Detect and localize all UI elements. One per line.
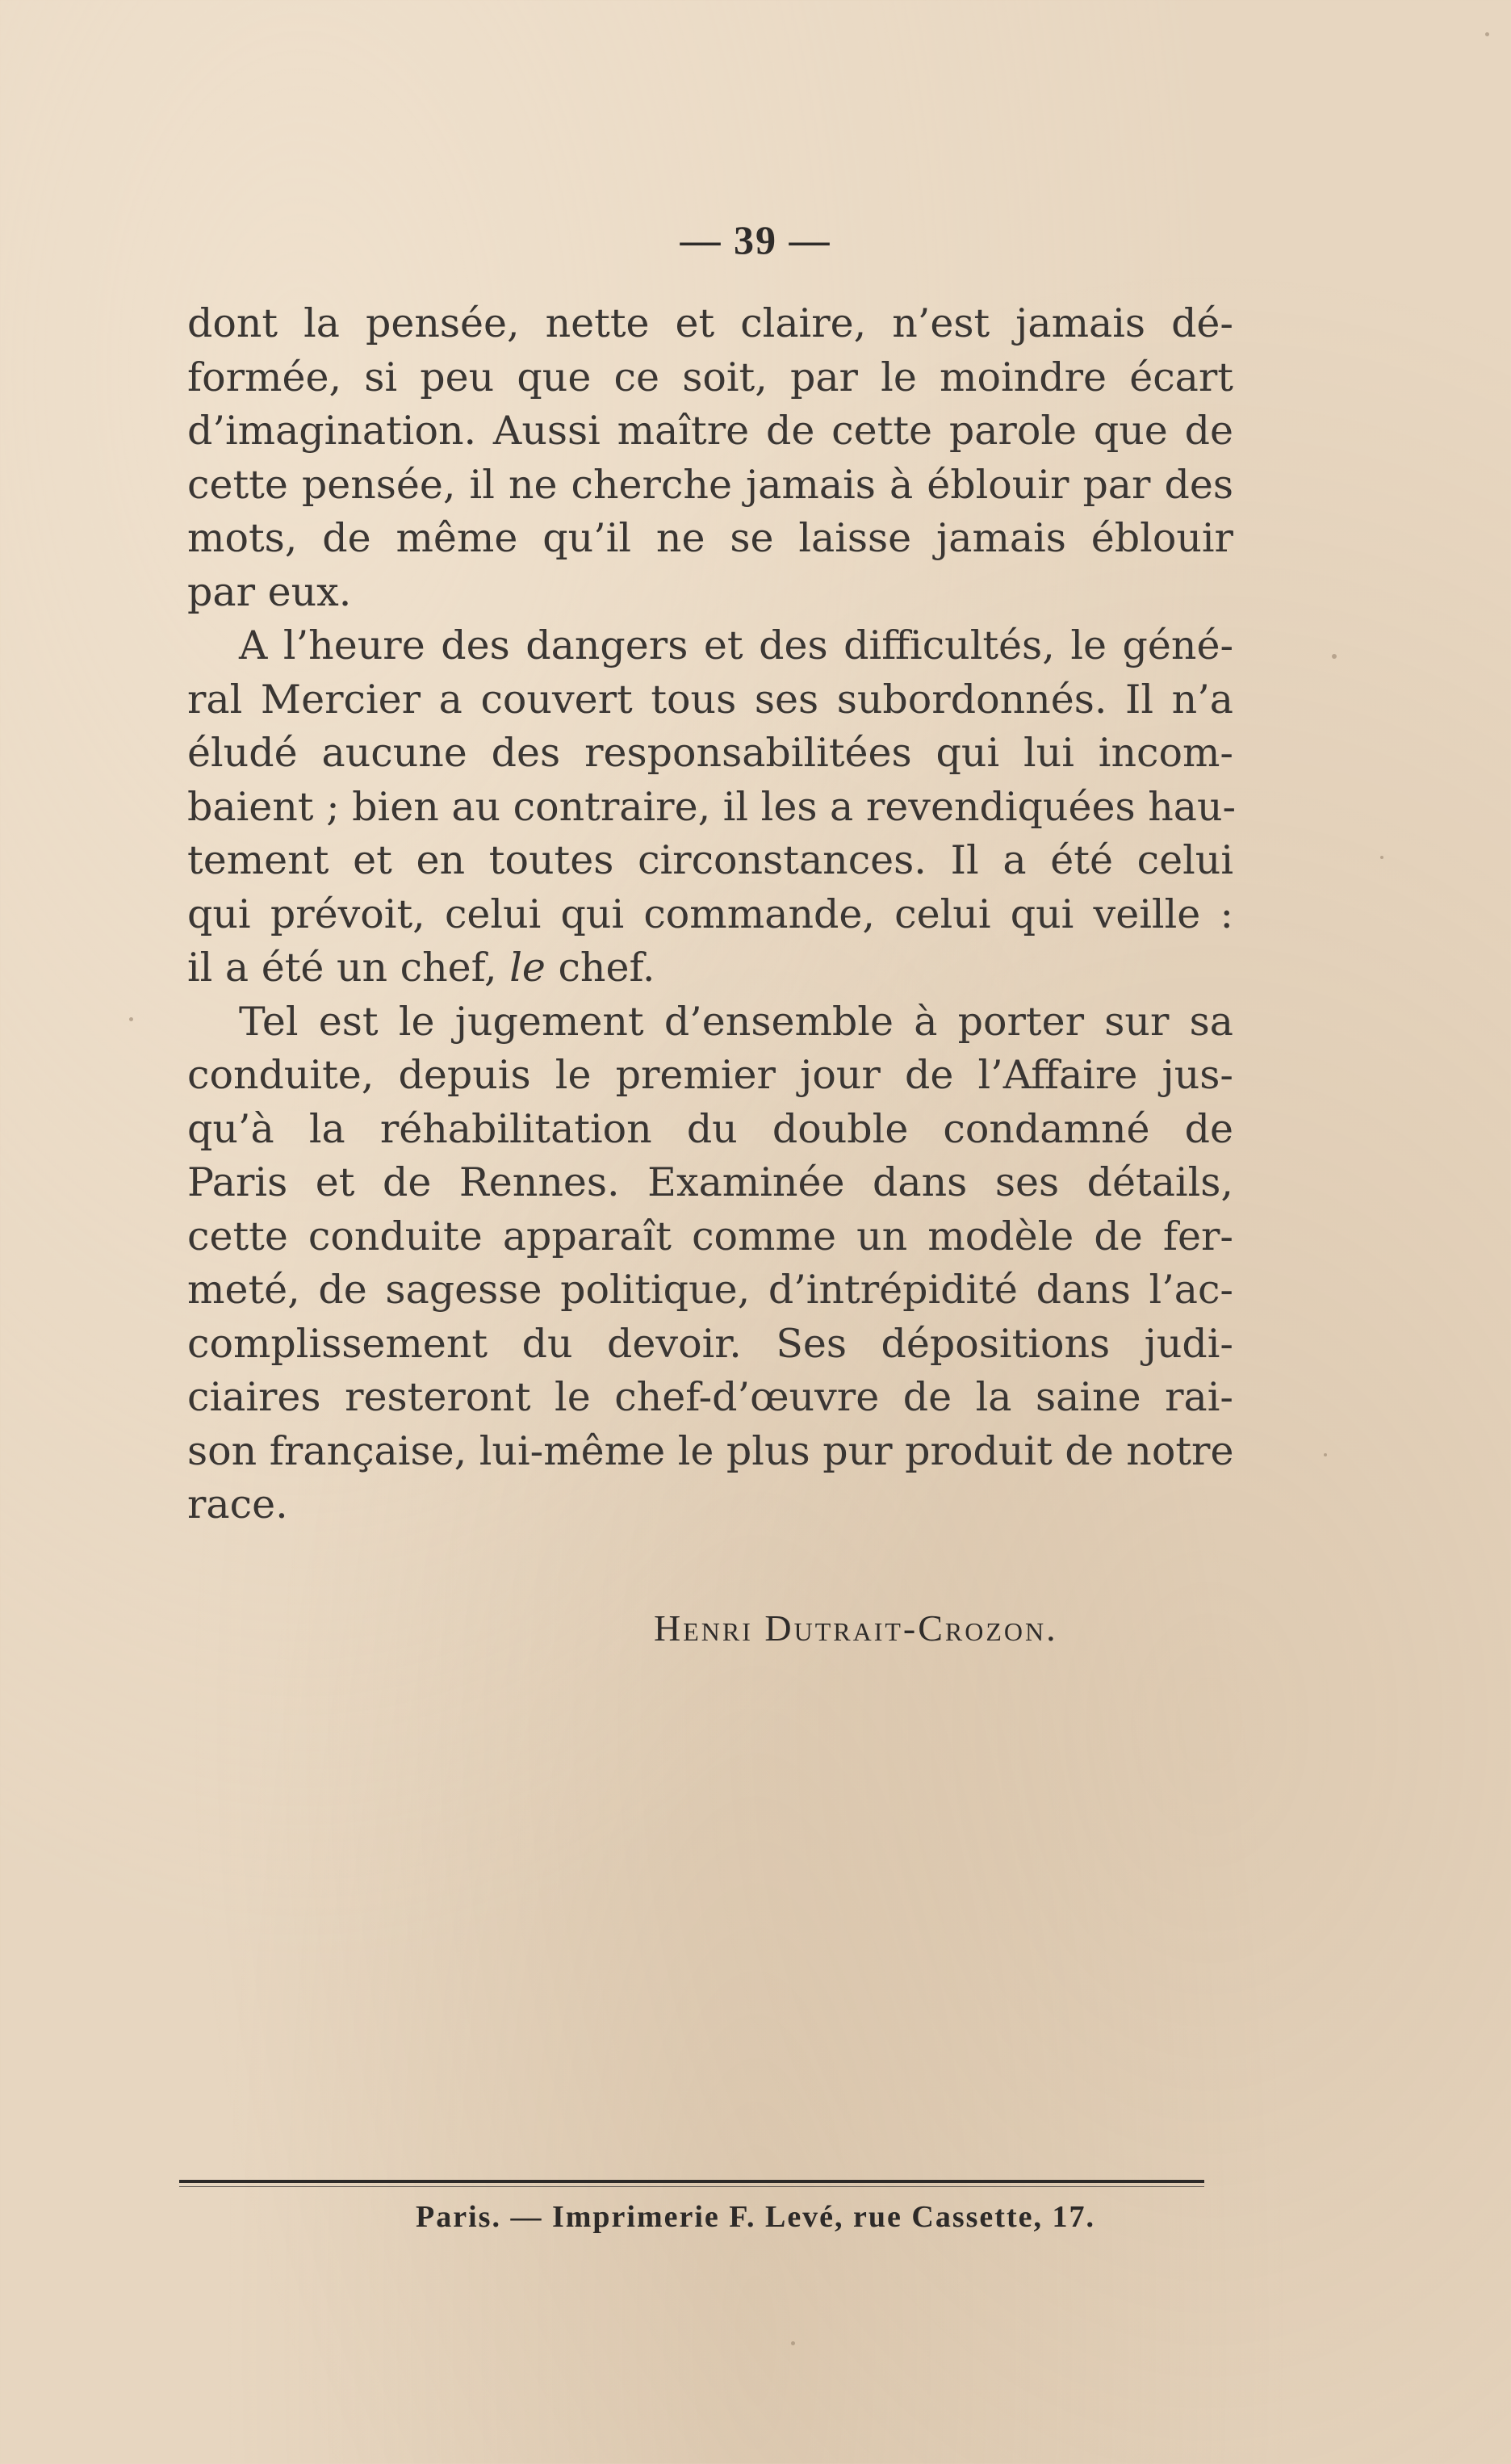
paper-speck xyxy=(791,2341,795,2345)
text-line: formée, si peu que ce soit, par le moindre écart xyxy=(187,354,1233,400)
italic-emphasis: le xyxy=(509,945,546,991)
paragraph-1 xyxy=(187,297,1233,619)
text-line: race. xyxy=(187,1481,288,1527)
paragraph-3 xyxy=(187,995,1233,1532)
text-line: baient ; bien au contraire, il les a revendiquées hau- xyxy=(187,783,1237,830)
text-line: par eux. xyxy=(187,568,352,615)
text-fragment: il a été un chef, xyxy=(187,945,497,991)
text-line: cette pensée, il ne cherche jamais à éblouir par des xyxy=(187,461,1233,508)
author-signature: Henri Dutrait-Crozon. xyxy=(654,1607,1058,1649)
text-line: dont la pensée, nette et claire, n’est jamais dé- xyxy=(187,300,1233,346)
footer-rule xyxy=(179,2180,1204,2183)
paper-speck xyxy=(1485,32,1489,36)
paper-speck xyxy=(1324,1453,1327,1456)
page-number: — 39 — xyxy=(680,217,831,262)
text-line: mots, de même qu’il ne se laisse jamais éblouir xyxy=(187,515,1233,561)
paper-speck xyxy=(1332,654,1337,659)
text-line: Paris et de Rennes. Examinée dans ses détails, xyxy=(187,1159,1233,1205)
text-line: meté, de sagesse politique, d’intrépidité dans l’ac- xyxy=(187,1267,1233,1313)
footer-rule-thin xyxy=(179,2186,1204,2187)
text-line: complissement du devoir. Ses dépositions judi- xyxy=(187,1320,1233,1367)
text-line: son française, lui-même le plus pur produit de notre xyxy=(187,1427,1234,1474)
text-line: Tel est le jugement d’ensemble à porter sur sa xyxy=(239,998,1233,1045)
text-line: éludé aucune des responsabilitées qui lui incom- xyxy=(187,730,1233,776)
paper-speck xyxy=(1380,856,1383,859)
text-line: qu’à la réhabilitation du double condamné de xyxy=(187,1105,1233,1152)
printer-imprint: Paris. — Imprimerie F. Levé, rue Cassette, 17. xyxy=(416,2200,1095,2234)
text-line: conduite, depuis le premier jour de l’Affaire jus- xyxy=(187,1052,1233,1098)
text-line: qui prévoit, celui qui commande, celui qui veille : xyxy=(187,890,1233,937)
text-line: ciaires resteront le chef-d’œuvre de la saine rai- xyxy=(187,1374,1233,1420)
text-line-final xyxy=(187,941,1233,995)
text-line: d’imagination. Aussi maître de cette parole que de xyxy=(187,408,1233,454)
text-line: ral Mercier a couvert tous ses subordonnés. Il n’a xyxy=(187,676,1233,723)
text-line: A l’heure des dangers et des difficultés, le géné- xyxy=(239,622,1233,668)
text-fragment: chef. xyxy=(558,945,655,991)
paper-speck xyxy=(129,1017,133,1021)
body-text xyxy=(187,297,1237,1532)
text-line: tement et en toutes circonstances. Il a été celui xyxy=(187,837,1233,883)
paragraph-2 xyxy=(187,619,1237,995)
text-line: cette conduite apparaît comme un modèle de fer- xyxy=(187,1213,1233,1259)
